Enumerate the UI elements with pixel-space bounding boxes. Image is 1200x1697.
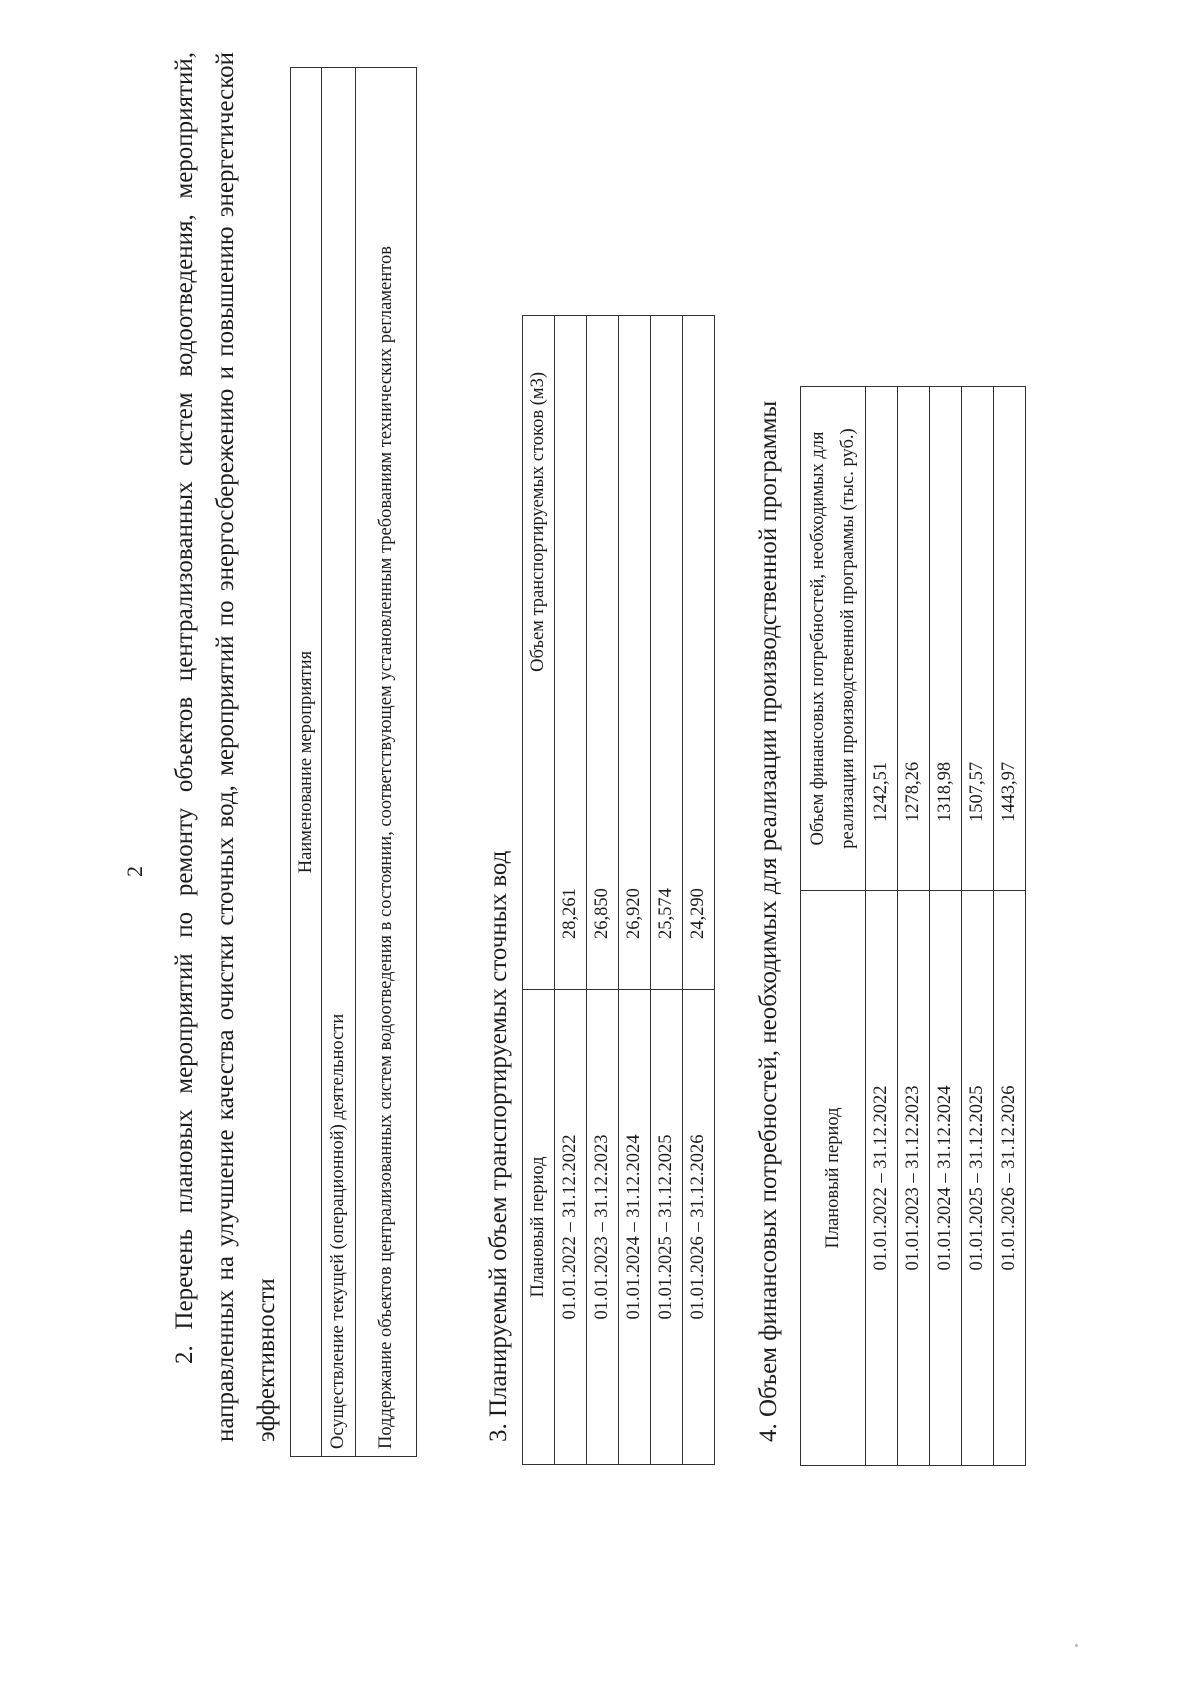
period-cell: 01.01.2025 – 31.12.2025 [651,990,683,1465]
finance-column-header: Объем финансовых потребностей, необходимых для реализации производственной программы (тыс. руб.) [801,387,866,891]
volume-cell: 24,290 [683,316,715,990]
period-cell: 01.01.2024 – 31.12.2024 [619,990,651,1465]
period-cell: 01.01.2023 – 31.12.2023 [587,990,619,1465]
finance-cell: 1242,51 [866,387,898,891]
section-4-heading: 4. Объем финансовых потребностей, необходимых для реализации производственной программы [755,400,782,1442]
volume-cell: 28,261 [555,316,587,990]
period-cell: 01.01.2022 – 31.12.2022 [866,891,898,1466]
finance-cell: 1318,98 [930,387,962,891]
table-row [555,316,587,1465]
section-3-heading: 3. Планируемый объем транспортируемых сточных вод [485,850,512,1442]
period-column-header: Плановый период [801,891,866,1466]
table-row [651,316,683,1465]
finance-cell: 1507,57 [962,387,994,891]
volume-cell: 25,574 [651,316,683,990]
finance-cell: 1278,26 [898,387,930,891]
period-cell: 01.01.2026 – 31.12.2026 [683,990,715,1465]
table-row [994,387,1026,1466]
measures-table-header: Наименование мероприятия [291,68,322,1457]
scan-speck [1075,1644,1078,1647]
page-number: 2 [122,866,147,877]
period-cell: 01.01.2024 – 31.12.2024 [930,891,962,1466]
period-cell: 01.01.2022 – 31.12.2022 [555,990,587,1465]
table-row [962,387,994,1466]
table-row [587,316,619,1465]
volume-cell: 26,850 [587,316,619,990]
table-row [898,387,930,1466]
table-row [930,387,962,1466]
section-2-heading: 2. Перечень плановых мероприятий по ремонту объектов централизованных систем водоотведения, мероприятий, направленных на улучшение качества очистки сточных вод, мероприятий по энергосбережению и повышению энергетической эффективности [171,52,280,1442]
table-row [619,316,651,1465]
period-column-header: Плановый период [523,990,555,1465]
period-cell: 01.01.2025 – 31.12.2025 [962,891,994,1466]
volume-cell: 26,920 [619,316,651,990]
measures-table-row: Поддержание объектов централизованных систем водоотведения в состоянии, соответствующем установленным требованиям технических регламентов [356,68,417,1457]
measures-table-row: Осуществление текущей (операционной) деятельности [322,68,356,1457]
volume-column-header: Объем транспортируемых стоков (м3) [523,316,555,990]
finance-cell: 1443,97 [994,387,1026,891]
table-row [683,316,715,1465]
period-cell: 01.01.2023 – 31.12.2023 [898,891,930,1466]
financial-needs-table [800,386,1026,1466]
measures-table [290,67,417,1457]
table-row [866,387,898,1466]
period-cell: 01.01.2026 – 31.12.2026 [994,891,1026,1466]
wastewater-volume-table [522,315,715,1465]
